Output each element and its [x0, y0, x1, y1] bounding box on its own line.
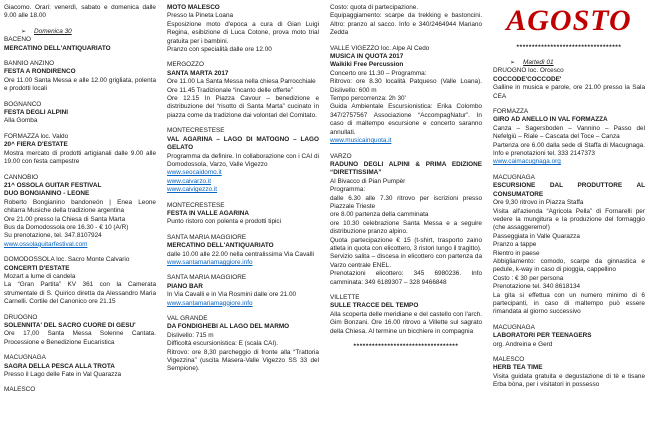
event-detail: org. Andreina e Gerd [493, 340, 553, 348]
event-title: VAL AGARINA – LAGO DI MATOGNO – LAGO GELATO [167, 135, 319, 152]
event-detail: Ritrovo: ore 8.30 località Patqueso (Valle Loana). Dislivello: 600 m [330, 78, 482, 94]
event-location: MERGOZZO [167, 61, 204, 69]
event-entry [167, 4, 319, 54]
day-header [4, 28, 156, 36]
event-entry [167, 315, 319, 374]
event-title: MERCATINO DELL'ANTIQUARIATO [4, 44, 111, 52]
event-location: VALLE VIGEZZO loc. Alpe Al Cedo [330, 44, 430, 52]
event-detail: Costo : € 30 per persona [493, 274, 564, 282]
event-entry [167, 127, 319, 194]
event-title: SOLENNITA' DEL SACRO CUORE DI GESU' [4, 322, 136, 329]
event-location: SANTA MARIA MAGGIORE [167, 274, 247, 282]
event-detail: Ritrovo: ore 8,30 parcheggio di fronte alla “Trattoria Vigezzina” (uscita Masera-Valle Vigezzo SS 33 del Sempione). [167, 348, 319, 373]
event-detail: Galline in musica e parole, ore 21.00 presso la Sala CEA [493, 84, 645, 100]
event-entry [493, 59, 645, 101]
event-location: FORMAZZA [493, 108, 529, 116]
column-2 [167, 4, 319, 422]
event-link[interactable]: www.caimacugnaga.org [493, 158, 561, 166]
event-location: SANTA MARIA MAGGIORE [167, 233, 247, 241]
event-detail: Concerto ore 11.30 – Programma: [330, 69, 427, 77]
event-detail: Servizio salita – discesa in elicottero con partenza da Varzo centrale ENEL. [330, 253, 482, 269]
event-title: RADUNO DEGLI ALPINI & PRIMA EDIZIONE “DIRETTISSIMA” [330, 160, 482, 177]
event-title: Waikiki Free Percussion [330, 61, 404, 69]
event-location: MALESCO [493, 356, 525, 363]
event-location: MONTECRESTESE [167, 127, 225, 135]
event-detail: Su prenotazione, tel. 347.8107924 [4, 232, 102, 240]
event-detail: Roberto Bongianino bandoneón | Enea Leone chitarra Musiche della tradizione argentina [4, 198, 156, 215]
event-title: COCCODE'COCCODE' [493, 75, 562, 83]
event-title: PIANO BAR [167, 282, 203, 290]
event-link[interactable]: www.musicainquota.it [330, 137, 392, 145]
month-title: AGOSTO [506, 4, 632, 37]
event-entry [4, 354, 156, 379]
event-detail: Ore 11.00 La Santa Messa nella chiesa Parrocchiale [167, 78, 316, 86]
event-entry [330, 45, 482, 146]
event-detail: Programma: [330, 186, 366, 194]
event-detail: ore 10.30 celebrazione Santa Messa e a seguire distribuzione pranzo alpino. [330, 219, 482, 236]
event-detail: Prenotazione tel. 340 8618134 [493, 283, 581, 291]
event-detail: ore 8.00 partenza della camminata [330, 211, 429, 219]
event-entry [167, 202, 319, 227]
event-location: VARZO [330, 152, 352, 160]
event-detail: Dislivello: 715 m [167, 331, 214, 339]
event-location: MACUGNAGA [4, 354, 46, 362]
event-detail: Costo: quota di partecipazione. [330, 4, 419, 11]
asterisk-divider: ********************************** [353, 343, 459, 351]
event-detail: Programma da definire. In collaborazione con i CAI di Domodossola, Varzo, Valle Vigezzo [167, 152, 319, 168]
event-entry [330, 294, 482, 336]
event-link[interactable]: www.santamariamaggiore.info [167, 258, 253, 266]
event-entry [167, 274, 319, 308]
event-location: MACUGNAGA [493, 323, 535, 331]
day-label: Domenica 30 [34, 27, 72, 35]
event-detail: Tempo percorrenza: 2h 30' [330, 95, 406, 103]
event-detail: Visita guidata gratuita e degustazione di tè e tisane Erba bòna, per i visitatori in possesso [493, 372, 645, 389]
event-detail: Guida Ambientale Escursionistica: Erika Colombo 347/2757567 Associazione “AccompagNatur”. In caso di maltempo escursione e concerto saranno annullati. [330, 103, 482, 136]
event-entry [167, 61, 319, 120]
event-entry [493, 5, 645, 37]
event-entry [330, 4, 482, 38]
event-title: HERB TEA TIME [493, 364, 543, 372]
event-entry [4, 60, 156, 94]
day-header [493, 59, 645, 67]
event-location: DRUOGNO [4, 313, 38, 321]
event-entry [493, 108, 645, 167]
event-title: FESTA IN VALLE AGARINA [167, 209, 250, 217]
event-detail: Passeggiata in Valle Quarazza [493, 232, 580, 240]
event-link[interactable]: www.ossolaguitarfestival.com [4, 240, 88, 248]
event-title: CONCERTI D'ESTATE [4, 264, 70, 272]
event-title: DA FONDIGHEBI AL LAGO DEL MARMO [167, 323, 290, 331]
event-link[interactable]: www.caivarzo.it [167, 177, 212, 185]
event-detail: La “Gran Partita” KV 361 con la Camerata strumentale di S. Quirico diretta da Alessandro Maria Carnelli. Cortile del Canonico ore 21.15 [4, 281, 156, 306]
event-title: 20^ FIERA D'ESTATE [4, 141, 68, 149]
event-detail: Alla scoperta delle meridiane e del castello con l'arch. Gim Bonzani. Ore 16.00 ritrovo a Villette sul sagrato della Chiesa. Al termine un bicchiere in compagnia [330, 310, 482, 335]
event-title: DUO BONGIANINO - LEONE [4, 190, 90, 198]
event-detail: Ore 17,00 Santa Messa Solenne Cantata. Processione e Benedizione Eucaristica [4, 330, 156, 346]
event-detail: Presso il Lago delle Fate in Val Quarazza [4, 371, 122, 379]
event-detail: In Via Cavalli e in Via Rosmini dalle ore 21.00 [167, 291, 297, 299]
event-entry [4, 386, 156, 394]
event-location: BOGNANCO [4, 100, 42, 108]
event-title: GIRO AD ANELLO IN VAL FORMAZZA [493, 116, 608, 124]
event-detail: Prenotazioni elicottero: 345 6980236. Info camminata: 349 6189307 – 328 9466848 [330, 270, 482, 286]
asterisk-divider: ********************************** [516, 44, 622, 51]
event-detail: Esposizione moto d'epoca a cura di Gian Luigi Regina, esibizione di Luca Cotone, prova moto trial gratuita per i bambini. [167, 20, 319, 45]
event-entry [4, 174, 156, 250]
event-title: SAGRA DELLA PESCA ALLA TROTA [4, 362, 115, 370]
event-detail: Ore 21.00 presso la Chiesa di Santa Marta [4, 215, 126, 223]
day-label: Martedì 01 [523, 59, 554, 66]
event-location: MALESCO [4, 386, 36, 394]
event-detail: Pranzo a tappe [493, 241, 537, 249]
event-detail: Mostra mercato di prodotti artigianali dalle 9.00 alle 19.00 con festa campestre [4, 149, 156, 166]
event-detail: Presso la Pineta Loana [167, 12, 234, 20]
event-location: DOMODOSSOLA loc. Sacro Monte Calvario [4, 256, 130, 264]
event-entry [167, 234, 319, 268]
event-detail: dalle 10.00 alle 22.00 nella centralissima Via Cavalli [167, 250, 314, 258]
event-entry [493, 356, 645, 390]
event-detail: Equipaggiamento: scarpe da trekking e bastoncini. Altro: pranzo al sacco. Info e 340/2464944 Mariano Zedda [330, 12, 482, 37]
event-location: FORMAZZA loc. Valdo [4, 132, 69, 140]
arrow-right-icon: ➢ [510, 60, 516, 66]
event-detail: Partenza ore 6.00 dalla sede di Staffa di Macugnaga. Info e prenotazioni tel. 333 2147373 [493, 141, 645, 158]
event-detail: Visita all'azienda “Agricola Pella” di Fornarelli per vedere la mungitura e la produzione del formaggio (che assaggeremo!) [493, 207, 645, 232]
event-detail: Ore 12.15 In Piazza Cavour – benedizione e distribuzione del “risotto di Santa Marta” cucinato in piazza come da tradizione dai volontari del Comitato. [167, 95, 319, 119]
event-location: CANNOBIO [4, 173, 39, 181]
event-title: MERCATINO DELL'ANTIQUARIATO [167, 242, 274, 250]
event-detail: La gita si effettua con un numero minimo di 6 partecipanti, in caso di maltempo può essere rimandata al giorno successivo [493, 291, 645, 316]
event-detail: Difficoltà escursionistica: E (scala CAI). [167, 340, 279, 348]
event-detail: Rientro in paese [493, 249, 540, 257]
event-detail: Abbigliamento: comodo, scarpe da ginnastica e pedule, k-way in caso di pioggia, cappellino [493, 257, 645, 274]
event-detail: dalle 6.30 alle 7.30 ritrovo per iscrizioni presso Piazzale Trieste [330, 194, 482, 210]
event-title: SANTA MARTA 2017 [167, 69, 229, 77]
event-detail: Bus da Domodossola ore 16.30 - € 10 (A/R) [4, 223, 129, 231]
event-location: MONTECRESTESE [167, 201, 225, 209]
event-entry [493, 324, 645, 349]
event-entry [330, 153, 482, 288]
event-detail: Giacomo. Orari: venerdì, sabato e domenica dalle 9.00 alle 18.00 [4, 4, 156, 20]
event-entry [493, 44, 645, 52]
column-4 [493, 4, 645, 422]
event-entry [330, 343, 482, 351]
event-detail: Mozart a lume di candela [4, 272, 76, 280]
event-link[interactable]: www.caivigezzo.it [167, 186, 218, 194]
event-title: MUSICA IN QUOTA 2017 [330, 53, 404, 61]
event-entry [4, 4, 156, 21]
event-location: BANNIO ANZINO [4, 60, 55, 68]
event-detail: Canza – Sagersboden – Vannino – Passo del Nefelgiù – Riale – Cascata del Toce – Canza [493, 124, 645, 141]
event-detail: Quota partecipazione € 15 (t-shirt, trasporto zaino atleta in quota con elicottero, 3 ristori lungo il tragitto). [330, 236, 482, 252]
event-detail: Alla Gomba [4, 117, 38, 125]
event-link[interactable]: www.santamariamaggiore.info [167, 299, 253, 307]
event-title: ESCURSIONE DAL PRODUTTORE AL CONSUMATORE [493, 182, 645, 198]
event-link[interactable]: www.seocaidomo.it [167, 169, 222, 177]
event-entry [493, 174, 645, 317]
event-detail: Ore 9,30 ritrovo in Piazza Staffa [493, 199, 584, 207]
event-location: VILLETTE [330, 294, 360, 301]
event-entry [4, 314, 156, 348]
event-detail: Ore 11.45 Tradizionale “incanto delle offerte” [167, 86, 293, 94]
event-title: 21^ OSSOLA GUITAR FESTIVAL [4, 181, 102, 189]
event-location: DRUOGNO loc. Orcesco [493, 67, 564, 75]
event-title: SULLE TRACCE DEL TEMPO [330, 302, 419, 310]
event-title: MOTO MALESCO [167, 4, 220, 11]
event-title: LABORATORI PER TEENAGERS [493, 332, 592, 340]
event-detail: Al Bivacco di Pian Pumpèr [330, 177, 406, 185]
event-location: MACUGNAGA [493, 173, 535, 181]
event-location: BACENO [4, 36, 31, 44]
event-entry [4, 28, 156, 53]
event-entry [4, 101, 156, 126]
event-entry [4, 256, 156, 306]
column-3 [330, 4, 482, 422]
column-1 [4, 4, 156, 422]
event-title: FESTA DEGLI ALPINI [4, 109, 69, 117]
arrow-right-icon: ➢ [21, 28, 27, 35]
event-title: FESTA A RONDIRENCO [4, 68, 76, 76]
event-detail: Ore 11.00 Santa Messa e alle 12.00 grigliata, polenta e prodotti locali [4, 76, 156, 93]
event-location: VAL GRANDE [167, 315, 208, 322]
event-detail: Punto ristoro con polenta e prodotti tipici [167, 218, 282, 226]
event-entry [4, 133, 156, 167]
event-detail: Pranzo con specialità dalle ore 12.00 [167, 46, 272, 54]
